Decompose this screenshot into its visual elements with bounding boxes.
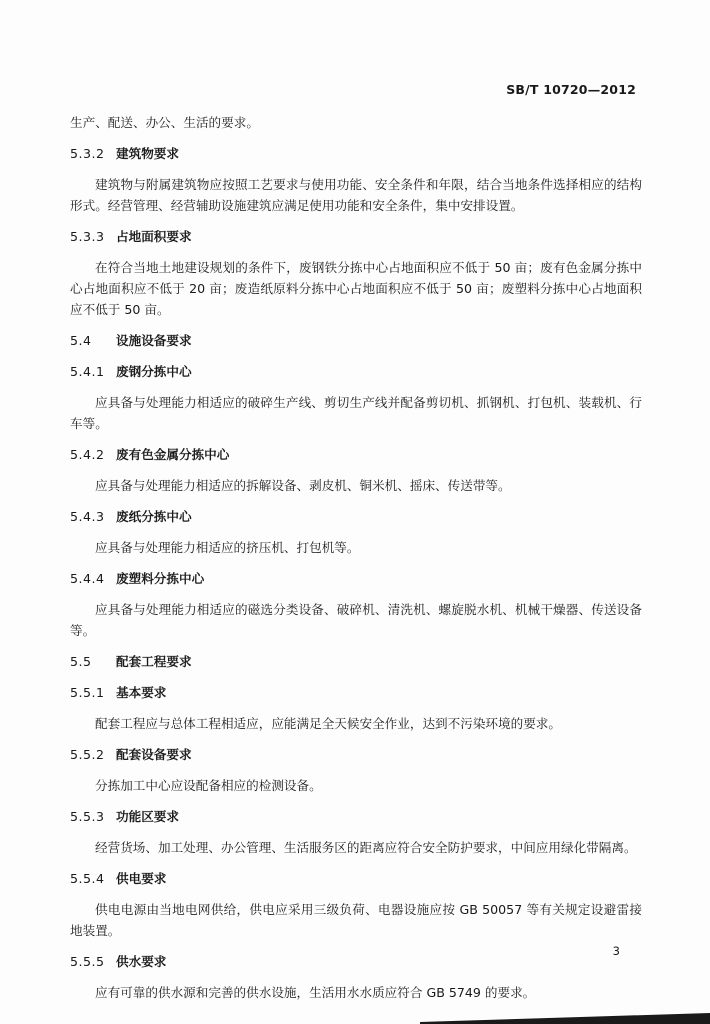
section-heading xyxy=(70,868,642,889)
document-body xyxy=(70,112,642,1003)
section-title: 功能区要求 xyxy=(116,809,179,824)
paragraph: 应具备与处理能力相适应的挤压机、打包机等。 xyxy=(95,540,360,555)
section-title: 废纸分拣中心 xyxy=(116,509,192,524)
section-number: 5.4.3 xyxy=(70,509,105,524)
section-number: 5.4 xyxy=(70,333,92,348)
section-heading xyxy=(70,226,642,247)
section-number: 5.5.1 xyxy=(70,685,105,700)
section-number: 5.4.2 xyxy=(70,447,105,462)
paragraph: 应具备与处理能力相适应的磁选分类设备、破碎机、清洗机、螺旋脱水机、机械干燥器、传送设备等。 xyxy=(70,602,642,638)
section-number: 5.5.4 xyxy=(70,871,105,886)
section-title: 建筑物要求 xyxy=(116,146,179,161)
section-number: 5.3.3 xyxy=(70,229,105,244)
section-heading xyxy=(70,506,642,527)
section-title: 配套设备要求 xyxy=(116,747,192,762)
paragraph: 应有可靠的供水源和完善的供水设施，生活用水水质应符合 GB 5749 的要求。 xyxy=(95,985,536,1000)
section-title: 设施设备要求 xyxy=(116,333,192,348)
section-heading xyxy=(70,951,642,972)
section-heading xyxy=(70,568,642,589)
section-heading xyxy=(70,330,642,351)
paragraph: 分拣加工中心应设配备相应的检测设备。 xyxy=(95,778,322,793)
section-title: 废有色金属分拣中心 xyxy=(116,447,230,462)
section-number: 5.5 xyxy=(70,654,92,669)
section-heading xyxy=(70,444,642,465)
paragraph: 应具备与处理能力相适应的破碎生产线、剪切生产线并配备剪切机、抓钢机、打包机、装载机、行车等。 xyxy=(70,395,642,431)
paragraph: 经营货场、加工处理、办公管理、生活服务区的距离应符合安全防护要求，中间应用绿化带隔离。 xyxy=(95,840,637,855)
section-title: 废钢分拣中心 xyxy=(116,364,192,379)
standard-number: SB/T 10720—2012 xyxy=(506,82,636,97)
scan-edge-shadow xyxy=(420,1008,710,1024)
section-title: 供水要求 xyxy=(116,954,167,969)
paragraph: 生产、配送、办公、生活的要求。 xyxy=(70,115,259,130)
section-number: 5.5.5 xyxy=(70,954,105,969)
page-number: 3 xyxy=(612,944,620,958)
paragraph: 在符合当地土地建设规划的条件下，废钢铁分拣中心占地面积应不低于 50 亩；废有色金属分拣中心占地面积应不低于 20 亩；废造纸原料分拣中心占地面积应不低于 50 亩；废塑料分拣中心占地面积应不低于 50 亩。 xyxy=(70,260,642,317)
section-heading xyxy=(70,651,642,672)
section-number: 5.5.3 xyxy=(70,809,105,824)
section-heading xyxy=(70,682,642,703)
section-title: 占地面积要求 xyxy=(116,229,192,244)
paragraph: 供电电源由当地电网供给，供电应采用三级负荷、电器设施应按 GB 50057 等有关规定设避雷接地装置。 xyxy=(70,902,642,938)
section-number: 5.4.4 xyxy=(70,571,105,586)
section-title: 供电要求 xyxy=(116,871,167,886)
paragraph: 配套工程应与总体工程相适应，应能满足全天候安全作业，达到不污染环境的要求。 xyxy=(95,716,561,731)
paragraph: 建筑物与附属建筑物应按照工艺要求与使用功能、安全条件和年限，结合当地条件选择相应的结构形式。经营管理、经营辅助设施建筑应满足使用功能和安全条件，集中安排设置。 xyxy=(70,177,642,213)
paragraph: 应具备与处理能力相适应的拆解设备、剥皮机、铜米机、摇床、传送带等。 xyxy=(95,478,511,493)
section-heading xyxy=(70,143,642,164)
section-number: 5.3.2 xyxy=(70,146,105,161)
section-title: 配套工程要求 xyxy=(116,654,192,669)
section-heading xyxy=(70,361,642,382)
section-heading xyxy=(70,744,642,765)
section-number: 5.5.2 xyxy=(70,747,105,762)
section-number: 5.4.1 xyxy=(70,364,105,379)
section-title: 基本要求 xyxy=(116,685,167,700)
section-heading xyxy=(70,806,642,827)
section-title: 废塑料分拣中心 xyxy=(116,571,205,586)
